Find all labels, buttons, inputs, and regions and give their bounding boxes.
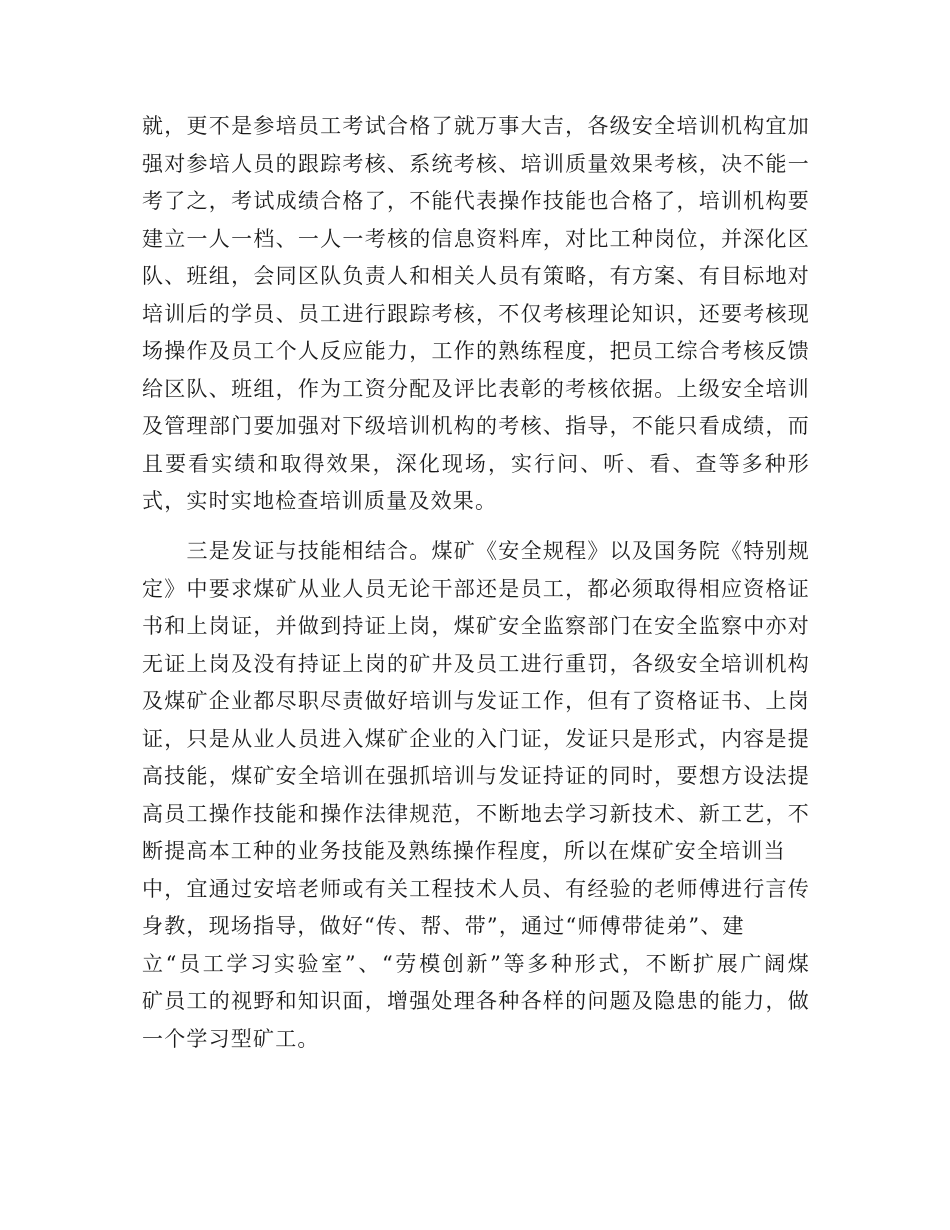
text-line: 队、班组，会同区队负责人和相关人员有策略，有方案、有目标地对: [142, 264, 810, 288]
text-line: 给区队、班组，作为工资分配及评比表彰的考核依据。上级安全培训: [142, 376, 810, 401]
text-line: 定》中要求煤矿从业人员无论干部还是员工，都必须取得相应资格证: [142, 576, 810, 601]
text-line: 场操作及员工个人反应能力，工作的熟练程度，把员工综合考核反馈: [142, 339, 810, 363]
text-line: 书和上岗证，并做到持证上岗，煤矿安全监察部门在安全监察中亦对: [142, 614, 810, 638]
text-line: 强对参培人员的跟踪考核、系统考核、培训质量效果考核，决不能一: [142, 151, 810, 176]
text-line-last: 一个学习型矿工。: [142, 1026, 320, 1051]
text-line: 及管理部门要加强对下级培训机构的考核、指导，不能只看成绩，而: [142, 414, 810, 438]
text-line: 中，宜通过安培老师或有关工程技术人员、有经验的老师傅进行言传: [142, 876, 810, 901]
text-line: 无证上岗及没有持证上岗的矿井及员工进行重罚，各级安全培训机构: [142, 651, 810, 676]
text-line: 建立一人一档、一人一考核的信息资料库，对比工种岗位，并深化区: [142, 226, 810, 251]
text-line: 培训后的学员、员工进行跟踪考核，不仅考核理论知识，还要考核现: [142, 301, 810, 326]
text-line: 身教，现场指导，做好“传、帮、带”，通过“师傅带徒弟”、建: [142, 914, 745, 938]
paragraph-1: [142, 108, 810, 521]
text-line: 矿员工的视野和知识面，增强处理各种各样的问题及隐患的能力，做: [142, 989, 810, 1013]
text-line: 高技能，煤矿安全培训在强抓培训与发证持证的同时，要想方设法提: [142, 764, 810, 788]
text-line: 立“员工学习实验室”、“劳模创新”等多种形式，不断扩展广阔煤: [142, 951, 810, 976]
text-line: 且要看实绩和取得效果，深化现场，实行问、听、看、查等多种形: [142, 451, 810, 476]
text-line: 三是发证与技能相结合。煤矿《安全规程》以及国务院《特别规: [142, 539, 810, 563]
text-line: 断提高本工种的业务技能及熟练操作程度，所以在煤矿安全培训当: [142, 839, 786, 863]
text-line: 就，更不是参培员工考试合格了就万事大吉，各级安全培训机构宜加: [142, 114, 810, 138]
text-line: 证，只是从业人员进入煤矿企业的入门证，发证只是形式，内容是提: [142, 726, 810, 751]
text-line-last: 式，实时实地检查培训质量及效果。: [142, 489, 498, 513]
text-line: 考了之，考试成绩合格了，不能代表操作技能也合格了，培训机构要: [142, 189, 810, 213]
paragraph-2: [142, 533, 810, 1058]
text-line: 及煤矿企业都尽职尽责做好培训与发证工作，但有了资格证书、上岗: [142, 689, 810, 713]
text-line: 高员工操作技能和操作法律规范，不断地去学习新技术、新工艺，不: [142, 801, 810, 826]
